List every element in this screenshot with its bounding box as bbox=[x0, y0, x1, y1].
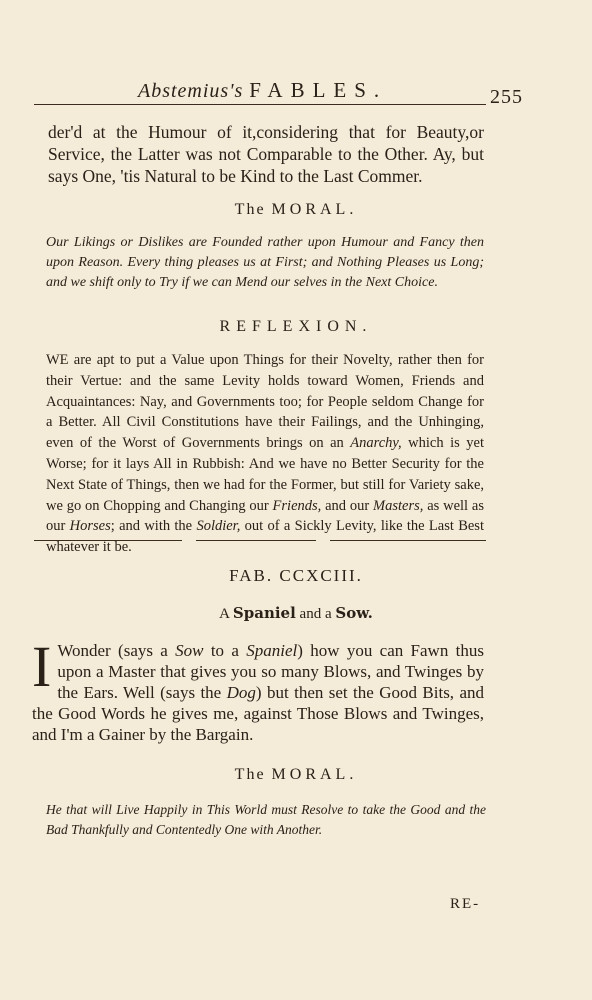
running-head-author: Abstemius's bbox=[138, 80, 244, 102]
fable-segment: ) but then set the Good Bits, and the Good Words he gives me, against Those Blows and Twinges, and I'm a Gainer by the Bargain. bbox=[32, 683, 484, 744]
fable-segment: Dog bbox=[226, 683, 256, 702]
reflexion-segment: out of a Sickly Levity, like the Last Best whatever it be. bbox=[46, 518, 484, 556]
moral-heading-2-word: MORAL. bbox=[271, 766, 358, 783]
running-head bbox=[138, 78, 387, 103]
drop-cap: I bbox=[32, 634, 52, 699]
reflexion-segment: ; and with the bbox=[110, 518, 197, 535]
catchword: RE- bbox=[450, 896, 481, 912]
fable-segment: Sow bbox=[175, 641, 204, 660]
reflexion-segment: as well as our bbox=[46, 497, 484, 535]
fable-segment: Spaniel bbox=[246, 641, 298, 660]
fable-title-a: A bbox=[219, 606, 230, 622]
fable-title-sow: Sow. bbox=[335, 604, 373, 622]
moral-heading-2 bbox=[0, 766, 592, 784]
section-rule-left bbox=[34, 540, 182, 541]
reflexion-segment: Friends, bbox=[272, 497, 322, 514]
fable-title-and-a: and a bbox=[299, 606, 332, 622]
reflexion-paragraph bbox=[46, 350, 484, 558]
page-number: 255 bbox=[490, 86, 523, 108]
fable-title-spaniel: Spaniel bbox=[232, 604, 296, 622]
reflexion-segment: and our bbox=[321, 497, 374, 514]
moral-text-2: He that will Live Happily in This World must Resolve to take the Good and the Bad Thankfully and Contentedly One with Another. bbox=[46, 802, 486, 837]
reflexion-segment: WE are apt to put a Value upon Things for their Novelty, rather then for their Vertue: and the same Levity holds toward Women, Friends and Acquaintances: Nay, and Governments too; for People seldom Change for a Better. All Civil Constitutions have their Failings, and the Unhinging, even of the Worst of Governments brings on an bbox=[46, 352, 484, 452]
section-rule-right bbox=[330, 540, 486, 541]
section-rule-middle bbox=[196, 540, 316, 541]
reflexion-heading: REFLEXION. bbox=[219, 318, 373, 335]
running-head-title: FABLES. bbox=[249, 78, 388, 102]
reflexion-segment: Soldier, bbox=[196, 518, 241, 535]
fable-paragraph bbox=[32, 634, 484, 745]
header-rule bbox=[34, 104, 486, 105]
moral-heading bbox=[0, 201, 592, 219]
reflexion-segment: Horses bbox=[69, 518, 111, 535]
moral-text: Our Likings or Dislikes are Founded rather upon Humour and Fancy then upon Reason. Every thing pleases us at First; and Nothing Pleases us Long; and we shift only to Try if we can Mend our selves in the Next Choice. bbox=[46, 235, 484, 290]
fable-segment: Wonder (says a bbox=[57, 641, 176, 660]
moral-heading-2-the: The bbox=[234, 766, 266, 783]
reflexion-segment: Anarchy, bbox=[350, 435, 402, 452]
reflexion-segment: which is yet Worse; for it lays All in Rubbish: And we have no Better Security for the Next State of Things, then we had for the Former, but still for Variety sake, we go on Chopping and Changing our bbox=[46, 435, 484, 514]
fable-segment: to a bbox=[203, 641, 247, 660]
fable-segment: ) how you can Fawn thus upon a Master that gives you so many Blows, and Twinges by the Ears. Well (says the bbox=[57, 641, 484, 702]
moral-heading-word: MORAL. bbox=[271, 201, 358, 218]
fable-title bbox=[0, 604, 592, 623]
moral-heading-the: The bbox=[234, 201, 266, 218]
reflexion-segment: Masters, bbox=[373, 497, 424, 514]
fable-number: FAB. CCXCIII. bbox=[229, 566, 363, 585]
carry-over-paragraph: der'd at the Humour of it,considering that for Beauty,or Service, the Latter was not Comparable to the Other. Ay, but says One, 'tis Natural to be Kind to the Last Commer. bbox=[48, 122, 484, 186]
